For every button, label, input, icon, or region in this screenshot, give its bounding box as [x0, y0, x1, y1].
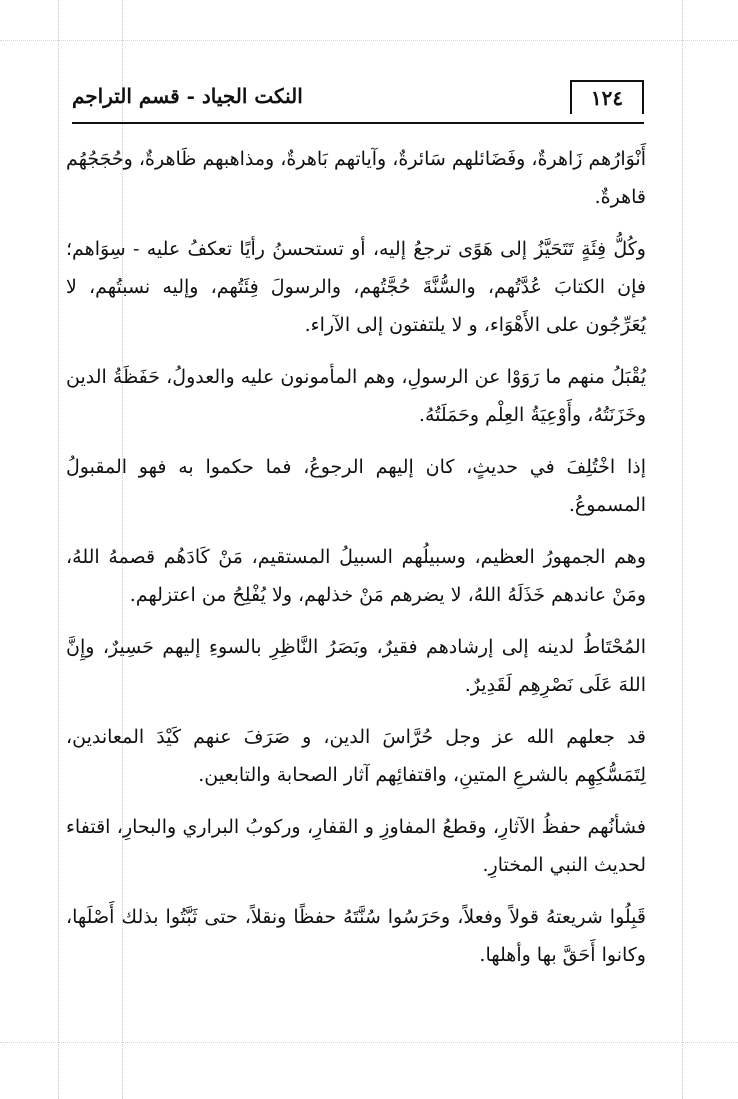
- paragraph: قَبِلُوا شريعتهُ قولاً وفعلاً، وحَرَسُوا سُنَّتَهُ حفظًا ونقلاً، حتى ثَبَّتُوا بذلك أَصْلَها، وكانوا أَحَقَّ بها وأهلها.: [66, 906, 646, 966]
- scan-grid-line: [0, 40, 738, 41]
- paragraph: المُحْتَاطُ لدينه إلى إرشادهم فقيرٌ، وبَصَرُ النَّاظِرِ بالسوءِ إليهم حَسِيرٌ، وإِنَّ اللهَ عَلَى نَصْرِهِم لَقَدِيرٌ.: [66, 636, 646, 696]
- paragraph: قد جعلهم الله عز وجل حُرَّاسَ الدين، و صَرَفَ عنهم كَيْدَ المعاندين، لِتَمَسُّكِهِم بالشرعِ المتينِ، واقتفائِهم آثار الصحابة والتابعين.: [66, 726, 646, 786]
- running-header-title: النكت الجياد - قسم التراجم: [72, 84, 303, 108]
- header-rule: [72, 122, 644, 124]
- paragraph: إذا اخْتُلِفَ في حديثٍ، كان إليهم الرجوعُ، فما حكموا به فهو المقبولُ المسموعُ.: [66, 456, 646, 516]
- body-text: [66, 140, 646, 988]
- page-number: ١٢٤: [570, 80, 644, 114]
- paragraph: فشأنُهم حفظُ الآثارِ، وقطعُ المفاوزِ و القفارِ، وركوبُ البراري والبحارِ، اقتفاء لحديث النبي المختارِ.: [66, 816, 646, 876]
- paragraph: وهم الجمهورُ العظيم، وسبيلُهم السبيلُ المستقيم، مَنْ كَادَهُم قصمهُ اللهُ، ومَنْ عاندهم خَذَلَهُ اللهُ، لا يضرهم مَنْ خذلهم، ولا يُفْلِحُ من اعتزلهم.: [66, 546, 646, 606]
- running-header: [72, 80, 644, 124]
- scan-grid-line: [682, 0, 683, 1099]
- paragraph: وكُلُّ فِئَةٍ تَتَحَيَّزُ إلى هَوًى ترجعُ إليه، أو تستحسنُ رأيًا تعكفُ عليه - سِوَاهم؛ فإن الكتابَ عُدَّتُهم، والسُّنَّةَ حُجَّتُهم، والرسولَ فِئَتُهم، وإليه نسبتُهم، لا يُعَرِّجُون على الأَهْوَاء، و لا يلتفتون إلى الآراء.: [66, 238, 646, 336]
- scan-grid-line: [0, 1042, 738, 1043]
- paragraph: يُقْبَلُ منهم ما رَوَوْا عن الرسولِ، وهم المأمونون عليه والعدولُ، حَفَظَةُ الدين وخَزَنَتُهُ، وأَوْعِيَةُ العِلْم وحَمَلَتُهُ.: [66, 366, 646, 426]
- scan-grid-line: [58, 0, 59, 1099]
- paragraph: أَنْوَارُهم زَاهرةٌ، وفَضَائلهم سَائرةٌ، وآياتهم بَاهرةٌ، ومذاهبهم ظَاهرةٌ، وحُجَجُهُم قاهرةٌ.: [66, 148, 646, 208]
